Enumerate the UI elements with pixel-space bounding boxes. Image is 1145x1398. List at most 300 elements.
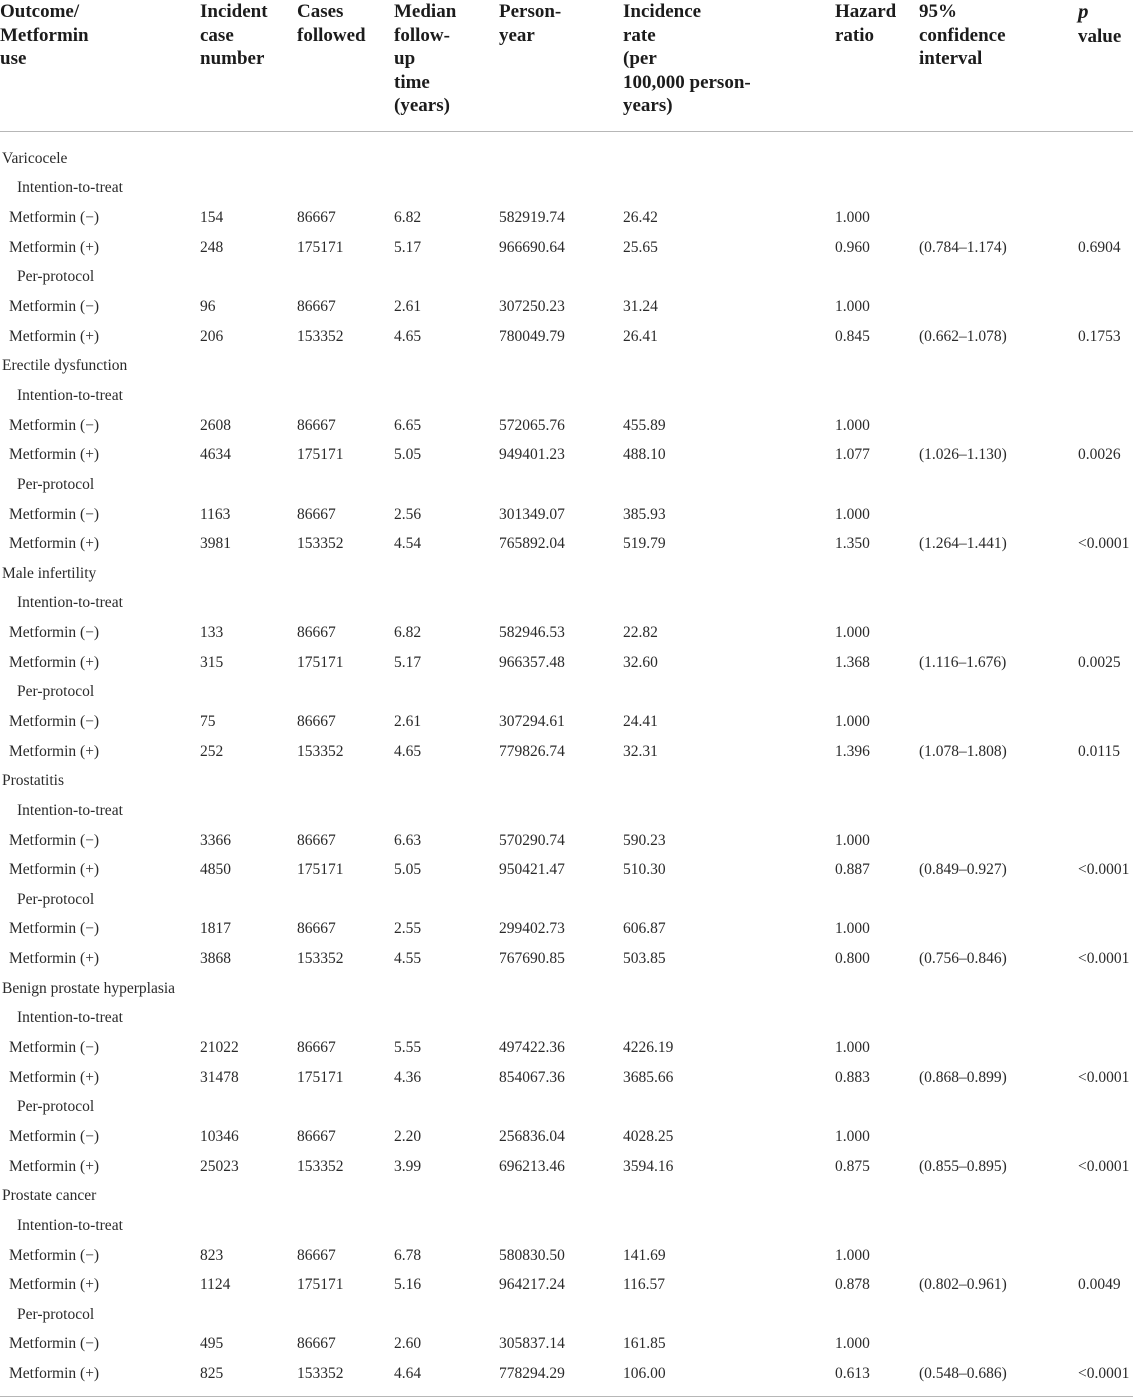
table-row	[0, 1152, 1133, 1182]
median-follow-up-cell: 4.36	[394, 1068, 422, 1086]
incidence-rate-cell: 32.31	[623, 742, 658, 760]
median-follow-up-cell: 2.56	[394, 505, 422, 523]
p-value-cell: <0.0001	[1078, 861, 1130, 879]
cases-followed-cell: 153352	[297, 535, 344, 553]
p-value-cell: <0.0001	[1078, 1068, 1130, 1086]
table-row	[0, 1033, 1133, 1063]
metformin-use-cell: Metformin (−)	[9, 1039, 100, 1057]
person-year-cell: 966690.64	[499, 238, 565, 256]
median-follow-up-cell: 2.61	[394, 298, 422, 316]
incident-case-number-cell: 495	[200, 1335, 224, 1353]
confidence-interval-cell	[919, 292, 1078, 322]
incident-case-number-cell: 10346	[200, 1127, 239, 1145]
header-line: 100,000 person-	[623, 71, 751, 93]
person-year-cell: 307294.61	[499, 712, 565, 730]
header-line: Incident	[200, 1, 268, 22]
metformin-use-cell: Metformin (−)	[9, 209, 100, 227]
incidence-rate-cell: 590.23	[623, 831, 666, 849]
table-row	[0, 322, 1133, 352]
person-year-cell: 966357.48	[499, 653, 565, 671]
analysis-label: Per-protocol	[17, 268, 95, 286]
person-year-cell: 305837.14	[499, 1335, 565, 1353]
p-value-cell: <0.0001	[1078, 1157, 1130, 1175]
header-confidence-interval	[919, 0, 1078, 132]
incidence-rate-cell: 31.24	[623, 298, 658, 316]
incident-case-number-cell: 4634	[200, 446, 231, 464]
cases-followed-cell: 153352	[297, 1157, 344, 1175]
header-incidence-rate	[623, 0, 835, 132]
hazard-ratio-cell: 1.000	[835, 1335, 870, 1353]
incidence-rate-cell: 22.82	[623, 624, 658, 642]
hazard-ratio-cell: 0.878	[835, 1276, 870, 1294]
analysis-label: Intention-to-treat	[17, 1216, 123, 1234]
header-line: Outcome/	[0, 1, 80, 22]
person-year-cell: 572065.76	[499, 416, 565, 434]
header-cases-followed	[297, 0, 394, 132]
metformin-use-cell: Metformin (−)	[9, 1335, 100, 1353]
analysis-row	[0, 263, 1133, 293]
p-value-cell: <0.0001	[1078, 1365, 1130, 1383]
median-follow-up-cell: 5.05	[394, 861, 422, 879]
incident-case-number-cell: 21022	[200, 1039, 239, 1057]
header-line: Incidence	[623, 1, 702, 22]
person-year-cell: 582919.74	[499, 209, 565, 227]
cases-followed-cell: 175171	[297, 1276, 344, 1294]
table-body	[0, 132, 1133, 1389]
confidence-interval-cell	[919, 1122, 1078, 1152]
table-row	[0, 855, 1133, 885]
median-follow-up-cell: 5.16	[394, 1276, 422, 1294]
metformin-use-cell: Metformin (−)	[9, 624, 100, 642]
incidence-rate-cell: 3685.66	[623, 1068, 674, 1086]
outcome-row	[0, 974, 1133, 1004]
person-year-cell: 767690.85	[499, 950, 565, 968]
cases-followed-cell: 86667	[297, 1246, 336, 1264]
confidence-interval-cell	[919, 707, 1078, 737]
header-median-follow-up	[394, 0, 499, 132]
p-value-cell: <0.0001	[1078, 950, 1130, 968]
median-follow-up-cell: 2.61	[394, 712, 422, 730]
confidence-interval-cell: (0.548–0.686)	[919, 1365, 1007, 1383]
outcome-row	[0, 132, 1133, 174]
metformin-use-cell: Metformin (+)	[9, 1276, 100, 1294]
metformin-use-cell: Metformin (+)	[9, 1068, 100, 1086]
incidence-rate-cell: 4226.19	[623, 1039, 674, 1057]
cases-followed-cell: 86667	[297, 505, 336, 523]
header-line: Metformin	[0, 24, 89, 46]
metformin-use-cell: Metformin (−)	[9, 920, 100, 938]
table-row	[0, 529, 1133, 559]
incident-case-number-cell: 315	[200, 653, 224, 671]
analysis-row	[0, 381, 1133, 411]
incident-case-number-cell: 252	[200, 742, 224, 760]
confidence-interval-cell	[919, 915, 1078, 945]
table-row	[0, 233, 1133, 263]
header-line: value	[1078, 25, 1122, 47]
metformin-use-cell: Metformin (+)	[9, 1157, 100, 1175]
incident-case-number-cell: 248	[200, 238, 224, 256]
person-year-cell: 778294.29	[499, 1365, 565, 1383]
header-line: year	[499, 24, 535, 46]
p-value-cell	[1078, 1122, 1133, 1152]
cases-followed-cell: 86667	[297, 298, 336, 316]
person-year-cell: 780049.79	[499, 327, 565, 345]
outcome-row	[0, 559, 1133, 589]
median-follow-up-cell: 3.99	[394, 1157, 422, 1175]
metformin-use-cell: Metformin (+)	[9, 861, 100, 879]
hazard-ratio-cell: 1.000	[835, 1246, 870, 1264]
hazard-ratio-cell: 0.800	[835, 950, 870, 968]
p-value-cell	[1078, 500, 1133, 530]
cases-followed-cell: 86667	[297, 1127, 336, 1145]
table-row	[0, 1122, 1133, 1152]
p-value-cell: 0.0115	[1078, 742, 1121, 760]
metformin-use-cell: Metformin (−)	[9, 712, 100, 730]
median-follow-up-cell: 6.65	[394, 416, 422, 434]
header-line: up	[394, 48, 416, 69]
incidence-rate-cell: 32.60	[623, 653, 658, 671]
hazard-ratio-cell: 0.875	[835, 1157, 870, 1175]
cases-followed-cell: 153352	[297, 742, 344, 760]
table-row	[0, 440, 1133, 470]
analysis-row	[0, 885, 1133, 915]
header-line: case	[200, 24, 234, 46]
metformin-use-cell: Metformin (+)	[9, 1365, 100, 1383]
incident-case-number-cell: 206	[200, 327, 224, 345]
median-follow-up-cell: 5.55	[394, 1039, 422, 1057]
header-line: 95%	[919, 1, 957, 22]
cases-followed-cell: 175171	[297, 1068, 344, 1086]
person-year-cell: 949401.23	[499, 446, 565, 464]
header-hazard-ratio	[835, 0, 919, 132]
incidence-rate-cell: 4028.25	[623, 1127, 674, 1145]
median-follow-up-cell: 5.17	[394, 238, 422, 256]
incident-case-number-cell: 2608	[200, 416, 231, 434]
analysis-row	[0, 796, 1133, 826]
table-row	[0, 915, 1133, 945]
cases-followed-cell: 175171	[297, 446, 344, 464]
hazard-ratio-cell: 1.350	[835, 535, 870, 553]
p-value-cell	[1078, 707, 1133, 737]
header-line: Hazard	[835, 1, 897, 22]
median-follow-up-cell: 6.63	[394, 831, 422, 849]
p-value-cell: <0.0001	[1078, 535, 1130, 553]
header-line: years)	[623, 95, 673, 116]
incident-case-number-cell: 825	[200, 1365, 224, 1383]
incident-case-number-cell: 1124	[200, 1276, 231, 1294]
median-follow-up-cell: 4.65	[394, 742, 422, 760]
incidence-rate-cell: 503.85	[623, 950, 666, 968]
hazard-ratio-cell: 0.883	[835, 1068, 870, 1086]
incident-case-number-cell: 1163	[200, 505, 231, 523]
hazard-ratio-cell: 0.613	[835, 1365, 870, 1383]
incidence-rate-cell: 488.10	[623, 446, 666, 464]
cases-followed-cell: 86667	[297, 1039, 336, 1057]
hazard-ratio-cell: 0.887	[835, 861, 870, 879]
median-follow-up-cell: 2.60	[394, 1335, 422, 1353]
header-line: time	[394, 71, 430, 93]
incidence-rate-cell: 141.69	[623, 1246, 666, 1264]
person-year-cell: 854067.36	[499, 1068, 565, 1086]
metformin-use-cell: Metformin (−)	[9, 416, 100, 434]
analysis-label: Per-protocol	[17, 475, 95, 493]
analysis-row	[0, 1093, 1133, 1123]
incidence-rate-cell: 116.57	[623, 1276, 666, 1294]
analysis-label: Intention-to-treat	[17, 801, 123, 819]
header-incident-case-number	[200, 0, 297, 132]
header-line: (per	[623, 48, 657, 69]
hazard-ratio-cell: 0.960	[835, 238, 870, 256]
metformin-use-cell: Metformin (−)	[9, 831, 100, 849]
cases-followed-cell: 86667	[297, 209, 336, 227]
p-value-cell	[1078, 292, 1133, 322]
table-row	[0, 1270, 1133, 1300]
incidence-rate-cell: 25.65	[623, 238, 658, 256]
confidence-interval-cell	[919, 618, 1078, 648]
cases-followed-cell: 153352	[297, 1365, 344, 1383]
incidence-rate-cell: 106.00	[623, 1365, 666, 1383]
incident-case-number-cell: 133	[200, 624, 224, 642]
incidence-rate-cell: 26.41	[623, 327, 658, 345]
header-outcome	[0, 0, 200, 132]
confidence-interval-cell	[919, 500, 1078, 530]
analysis-label: Intention-to-treat	[17, 386, 123, 404]
median-follow-up-cell: 6.82	[394, 624, 422, 642]
analysis-label: Per-protocol	[17, 683, 95, 701]
incident-case-number-cell: 4850	[200, 861, 231, 879]
confidence-interval-cell	[919, 411, 1078, 441]
outcome-label: Prostate cancer	[2, 1187, 97, 1205]
metformin-use-cell: Metformin (+)	[9, 950, 100, 968]
metformin-use-cell: Metformin (−)	[9, 298, 100, 316]
analysis-row	[0, 174, 1133, 204]
hazard-ratio-cell: 1.000	[835, 1127, 870, 1145]
cases-followed-cell: 153352	[297, 950, 344, 968]
analysis-row	[0, 1300, 1133, 1330]
confidence-interval-cell: (0.868–0.899)	[919, 1068, 1007, 1086]
confidence-interval-cell	[919, 1033, 1078, 1063]
header-p-value	[1078, 0, 1133, 132]
p-value-cell: 0.0049	[1078, 1276, 1121, 1294]
hazard-ratio-cell: 1.000	[835, 1039, 870, 1057]
table-row	[0, 648, 1133, 678]
median-follow-up-cell: 2.20	[394, 1127, 422, 1145]
hazard-ratio-cell: 1.000	[835, 416, 870, 434]
metformin-use-cell: Metformin (+)	[9, 238, 100, 256]
header-line: use	[0, 48, 27, 69]
table-row	[0, 826, 1133, 856]
table-row	[0, 203, 1133, 233]
incident-case-number-cell: 75	[200, 712, 216, 730]
p-value-cell	[1078, 826, 1133, 856]
hazard-ratio-cell: 1.000	[835, 624, 870, 642]
analysis-row	[0, 470, 1133, 500]
person-year-cell: 256836.04	[499, 1127, 565, 1145]
confidence-interval-cell: (0.855–0.895)	[919, 1157, 1007, 1175]
confidence-interval-cell: (0.784–1.174)	[919, 238, 1007, 256]
analysis-row	[0, 1211, 1133, 1241]
cases-followed-cell: 175171	[297, 238, 344, 256]
cases-followed-cell: 86667	[297, 416, 336, 434]
p-value-cell	[1078, 1330, 1133, 1360]
person-year-cell: 582946.53	[499, 624, 565, 642]
person-year-cell: 964217.24	[499, 1276, 565, 1294]
outcome-label: Erectile dysfunction	[2, 357, 128, 375]
header-person-year	[499, 0, 623, 132]
confidence-interval-cell: (1.116–1.676)	[919, 653, 1007, 671]
table-row	[0, 944, 1133, 974]
header-line: Person-	[499, 1, 562, 22]
metformin-use-cell: Metformin (+)	[9, 535, 100, 553]
incident-case-number-cell: 823	[200, 1246, 224, 1264]
analysis-label: Intention-to-treat	[17, 179, 123, 197]
table-row	[0, 737, 1133, 767]
median-follow-up-cell: 4.64	[394, 1365, 422, 1383]
table-row	[0, 292, 1133, 322]
incidence-rate-cell: 24.41	[623, 712, 658, 730]
analysis-label: Intention-to-treat	[17, 1009, 123, 1027]
cases-followed-cell: 86667	[297, 712, 336, 730]
person-year-cell: 301349.07	[499, 505, 565, 523]
analysis-row	[0, 589, 1133, 619]
incidence-rate-cell: 519.79	[623, 535, 666, 553]
p-value-cell	[1078, 915, 1133, 945]
hazard-ratio-cell: 1.077	[835, 446, 870, 464]
incidence-rate-cell: 510.30	[623, 861, 666, 879]
confidence-interval-cell: (1.078–1.808)	[919, 742, 1007, 760]
table-row	[0, 1063, 1133, 1093]
median-follow-up-cell: 2.55	[394, 920, 422, 938]
person-year-cell: 497422.36	[499, 1039, 565, 1057]
person-year-cell: 950421.47	[499, 861, 565, 879]
person-year-cell: 580830.50	[499, 1246, 565, 1264]
header-line: follow-	[394, 24, 450, 46]
p-value-cell: 0.0025	[1078, 653, 1121, 671]
table-row	[0, 500, 1133, 530]
header-line: interval	[919, 48, 983, 69]
p-value-cell	[1078, 618, 1133, 648]
hazard-ratio-cell: 1.000	[835, 920, 870, 938]
confidence-interval-cell: (1.264–1.441)	[919, 535, 1007, 553]
outcome-label: Benign prostate hyperplasia	[2, 979, 176, 997]
table-row	[0, 1330, 1133, 1360]
incident-case-number-cell: 3981	[200, 535, 231, 553]
metformin-use-cell: Metformin (+)	[9, 327, 100, 345]
analysis-label: Per-protocol	[17, 1305, 95, 1323]
incident-case-number-cell: 31478	[200, 1068, 239, 1086]
table-row	[0, 707, 1133, 737]
header-line: Median	[394, 1, 457, 22]
analysis-row	[0, 678, 1133, 708]
analysis-label: Per-protocol	[17, 1098, 95, 1116]
header-line: confidence	[919, 24, 1006, 46]
p-value-cell	[1078, 411, 1133, 441]
confidence-interval-cell: (0.662–1.078)	[919, 327, 1007, 345]
median-follow-up-cell: 5.17	[394, 653, 422, 671]
incident-case-number-cell: 3868	[200, 950, 231, 968]
incident-case-number-cell: 25023	[200, 1157, 239, 1175]
median-follow-up-cell: 6.78	[394, 1246, 422, 1264]
analysis-label: Per-protocol	[17, 890, 95, 908]
cases-followed-cell: 86667	[297, 1335, 336, 1353]
outcome-label: Prostatitis	[2, 772, 65, 790]
header-line: rate	[623, 24, 656, 46]
cases-followed-cell: 86667	[297, 920, 336, 938]
metformin-use-cell: Metformin (−)	[9, 505, 100, 523]
header-line: ratio	[835, 24, 875, 46]
confidence-interval-cell	[919, 1241, 1078, 1271]
table-row	[0, 1241, 1133, 1271]
metformin-use-cell: Metformin (+)	[9, 742, 100, 760]
confidence-interval-cell	[919, 1330, 1078, 1360]
person-year-cell: 570290.74	[499, 831, 565, 849]
person-year-cell: 779826.74	[499, 742, 565, 760]
person-year-cell: 307250.23	[499, 298, 565, 316]
outcome-row	[0, 351, 1133, 381]
p-value-cell: 0.0026	[1078, 446, 1121, 464]
table-bottom-rule	[0, 1396, 1133, 1397]
header-line: p	[1078, 0, 1089, 23]
incidence-rate-cell: 606.87	[623, 920, 666, 938]
incidence-rate-cell: 3594.16	[623, 1157, 674, 1175]
metformin-use-cell: Metformin (+)	[9, 653, 100, 671]
incident-case-number-cell: 1817	[200, 920, 231, 938]
cases-followed-cell: 86667	[297, 831, 336, 849]
confidence-interval-cell	[919, 203, 1078, 233]
p-value-cell: 0.6904	[1078, 238, 1121, 256]
incidence-rate-cell: 26.42	[623, 209, 658, 227]
outcome-label: Varicocele	[2, 149, 68, 167]
header-line: Cases	[297, 1, 344, 22]
metformin-use-cell: Metformin (−)	[9, 1127, 100, 1145]
person-year-cell: 765892.04	[499, 535, 565, 553]
hazard-ratio-cell: 1.000	[835, 298, 870, 316]
metformin-use-cell: Metformin (+)	[9, 446, 100, 464]
confidence-interval-cell: (1.026–1.130)	[919, 446, 1007, 464]
table-row	[0, 1359, 1133, 1389]
incidence-rate-cell: 161.85	[623, 1335, 666, 1353]
hazard-ratio-cell: 1.396	[835, 742, 870, 760]
person-year-cell: 299402.73	[499, 920, 565, 938]
outcome-label: Male infertility	[2, 564, 97, 582]
analysis-row	[0, 1004, 1133, 1034]
cases-followed-cell: 86667	[297, 624, 336, 642]
hazard-ratio-cell: 1.368	[835, 653, 870, 671]
outcome-row	[0, 1181, 1133, 1211]
incidence-rate-cell: 455.89	[623, 416, 666, 434]
header-line: number	[200, 48, 265, 69]
outcome-row	[0, 766, 1133, 796]
hazard-ratio-cell: 0.845	[835, 327, 870, 345]
incident-case-number-cell: 154	[200, 209, 224, 227]
confidence-interval-cell: (0.849–0.927)	[919, 861, 1007, 879]
incidence-rate-cell: 385.93	[623, 505, 666, 523]
table-row	[0, 618, 1133, 648]
p-value-cell	[1078, 1033, 1133, 1063]
table-header	[0, 0, 1133, 132]
analysis-label: Intention-to-treat	[17, 594, 123, 612]
confidence-interval-cell: (0.756–0.846)	[919, 950, 1007, 968]
confidence-interval-cell: (0.802–0.961)	[919, 1276, 1007, 1294]
hazard-ratio-cell: 1.000	[835, 831, 870, 849]
header-line: (years)	[394, 95, 450, 116]
incident-case-number-cell: 3366	[200, 831, 231, 849]
p-value-cell: 0.1753	[1078, 327, 1121, 345]
hazard-ratio-cell: 1.000	[835, 505, 870, 523]
incident-case-number-cell: 96	[200, 298, 216, 316]
hazard-ratio-cell: 1.000	[835, 712, 870, 730]
cases-followed-cell: 153352	[297, 327, 344, 345]
